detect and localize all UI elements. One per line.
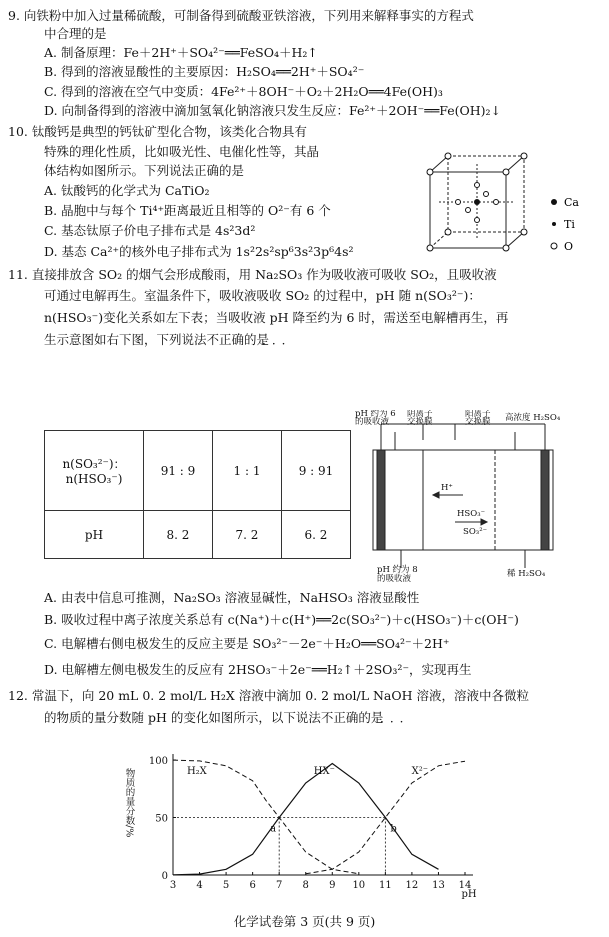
x-tick-label: 12 <box>405 880 419 891</box>
q10-option-b: B. 晶胞中与每个 Ti⁴⁺距离最近且相等的 O²⁻有 6 个 <box>44 203 331 218</box>
annotation-b: b <box>390 823 397 835</box>
legend-ti-label: Ti <box>564 218 575 231</box>
emphasis-dots: ··· <box>262 337 292 351</box>
q12-stem: 12. 常温下，向 20 mL 0. 2 mol/L H₂X 溶液中滴加 0. 2 mol/L NaOH 溶液，溶液中各微粒 <box>8 688 529 703</box>
q12-stem-cont: 的物质的量分数随 pH 的变化如图所示，以下说法不正确的是 <box>44 710 384 725</box>
q9-option-a: A. 制备原理：Fe＋2H⁺＋SO₄²⁻══FeSO₄＋H₂↑ <box>44 45 318 60</box>
label-cation-membrane: 阳离子 <box>465 410 491 419</box>
y-tick-label: 0 <box>161 871 168 882</box>
legend-ca-marker <box>551 199 557 205</box>
table-cell: 9 : 91 <box>282 431 351 511</box>
q11-option-b: B. 吸收过程中离子浓度关系总有 c(Na⁺)＋c(H⁺)══2c(SO₃²⁻)＋c(HSO₃⁻)＋c(OH⁻) <box>44 612 519 627</box>
page-footer: 化学试卷第 3 页(共 9 页) <box>233 914 376 929</box>
q11-option-a: A. 由表中信息可推测，Na₂SO₃ 溶液显碱性，NaHSO₃ 溶液显酸性 <box>44 590 420 605</box>
table-cell: 8. 2 <box>144 511 213 559</box>
series-line-0 <box>173 760 359 874</box>
x-tick-label: 10 <box>352 880 366 891</box>
x-tick-label: 11 <box>378 880 392 891</box>
x-tick-label: 4 <box>196 880 203 891</box>
q11-stem-cont3: 生示意图如右下图，下列说法不正确的是 <box>44 332 270 347</box>
label-ph6-solution-2: 的吸收液 <box>355 417 390 427</box>
legend-o-marker <box>551 243 557 249</box>
label-hso3: HSO₃⁻ <box>457 509 486 519</box>
x-tick-label: 3 <box>169 880 177 891</box>
q9-stem-cont: 中合理的是 <box>44 26 107 41</box>
label-cation-membrane-2: 交换膜 <box>465 417 491 427</box>
q10-option-a: A. 钛酸钙的化学式为 CaTiO₂ <box>44 183 210 198</box>
q11-stem: 11. 直接排放含 SO₂ 的烟气会形成酸雨，用 Na₂SO₃ 作为吸收液可吸收 SO₂，且吸收液 <box>8 267 497 282</box>
y-tick-label: 50 <box>155 813 168 825</box>
q11-stem-cont2: n(HSO₃⁻)变化关系如左下表；当吸收液 pH 降至约为 6 时，需送至电解槽再生，再 <box>44 310 509 325</box>
label-ph8-solution-2: 的吸收液 <box>377 574 412 584</box>
label-so3: SO₃²⁻ <box>463 527 488 537</box>
series-label: H₂X <box>186 765 207 777</box>
label-ph6-solution: pH 约为 6 <box>355 410 396 419</box>
q9-option-b: B. 得到的溶液显酸性的主要原因：H₂SO₄══2H⁺＋SO₄²⁻ <box>44 64 365 79</box>
q10-stem-cont2: 体结构如图所示。下列说法正确的是 <box>44 163 245 178</box>
label-anion-membrane: 阴离子 <box>407 410 433 419</box>
x-tick-label: 7 <box>275 880 283 891</box>
label-concentrated-h2so4: 高浓度 H₂SO₄ <box>505 413 561 423</box>
q10-option-d: D. 基态 Ca²⁺的核外电子排布式为 1s²2s²sp⁶3s²3p⁶4s² <box>44 244 354 259</box>
series-label: X²⁻ <box>411 765 429 777</box>
q9-option-c: C. 得到的溶液在空气中变质：4Fe²⁺＋8OH⁻＋O₂＋2H₂O══4Fe(OH)₃ <box>44 84 443 99</box>
electrolysis-cell-diagram <box>355 410 570 585</box>
table-cell: 1 : 1 <box>213 431 282 511</box>
x-tick-label: 5 <box>222 880 230 891</box>
table-cell: 6. 2 <box>282 511 351 559</box>
emphasis-dots: ··· <box>380 715 410 729</box>
q10-stem: 10. 钛酸钙是典型的钙钛矿型化合物，该类化合物具有 <box>8 124 307 139</box>
x-tick-label: 13 <box>432 880 445 891</box>
legend-o-label: O <box>564 240 574 253</box>
x-tick-label: 9 <box>329 880 336 891</box>
ph-ratio-table <box>44 430 351 559</box>
q9-option-d: D. 向制备得到的溶液中滴加氢氧化钠溶液只发生反应：Fe²⁺＋2OH⁻══Fe(OH)₂↓ <box>44 103 502 118</box>
x-tick-label: 6 <box>249 880 256 891</box>
y-axis-label: 物质的量分数/% <box>123 768 135 838</box>
legend-ti-marker <box>552 222 556 226</box>
annotation-a: a <box>270 823 277 835</box>
table-header-line1: n(SO₃²⁻)： <box>62 457 126 471</box>
table-cell: 7. 2 <box>213 511 282 559</box>
q9-stem: 9. 向铁粉中加入过量稀硫酸，可制备得到硫酸亚铁溶液，下列用来解释事实的方程式 <box>8 8 474 23</box>
series-label: HX⁻ <box>313 765 335 777</box>
series-line-1 <box>173 764 439 875</box>
q10-stem-cont: 特殊的理化性质，比如吸光性、电催化性等，其晶 <box>44 144 320 159</box>
crystal-structure-figure <box>412 150 602 260</box>
q11-option-c: C. 电解槽右侧电极发生的反应主要是 SO₃²⁻－2e⁻＋H₂O══SO₄²⁻＋2H⁺ <box>44 636 450 651</box>
label-anion-membrane-2: 交换膜 <box>407 417 433 427</box>
legend-ca-label: Ca <box>564 196 579 209</box>
label-ph8-solution: pH 约为 8 <box>377 565 418 575</box>
species-fraction-chart <box>115 740 485 910</box>
q11-stem-cont: 可通过电解再生。室温条件下，吸收液吸收 SO₂ 的过程中，pH 随 n(SO₃²⁻)： <box>44 288 481 303</box>
label-h-plus: H⁺ <box>441 483 453 493</box>
label-dilute-h2so4: 稀 H₂SO₄ <box>507 569 546 579</box>
x-axis-label: pH <box>461 889 477 900</box>
y-tick-label: 100 <box>148 756 168 767</box>
table-cell: 91 : 9 <box>144 431 213 511</box>
q10-option-c: C. 基态钛原子价电子排布式是 4s²3d² <box>44 223 256 238</box>
x-tick-label: 14 <box>458 880 472 891</box>
table-row-header-ph: pH <box>45 511 144 559</box>
table-header-ratio <box>45 431 144 511</box>
x-tick-label: 8 <box>302 880 309 891</box>
q11-option-d: D. 电解槽左侧电极发生的反应有 2HSO₃⁻＋2e⁻══H₂↑＋2SO₃²⁻，实现再生 <box>44 662 472 677</box>
table-header-line2: n(HSO₃⁻) <box>65 472 123 486</box>
